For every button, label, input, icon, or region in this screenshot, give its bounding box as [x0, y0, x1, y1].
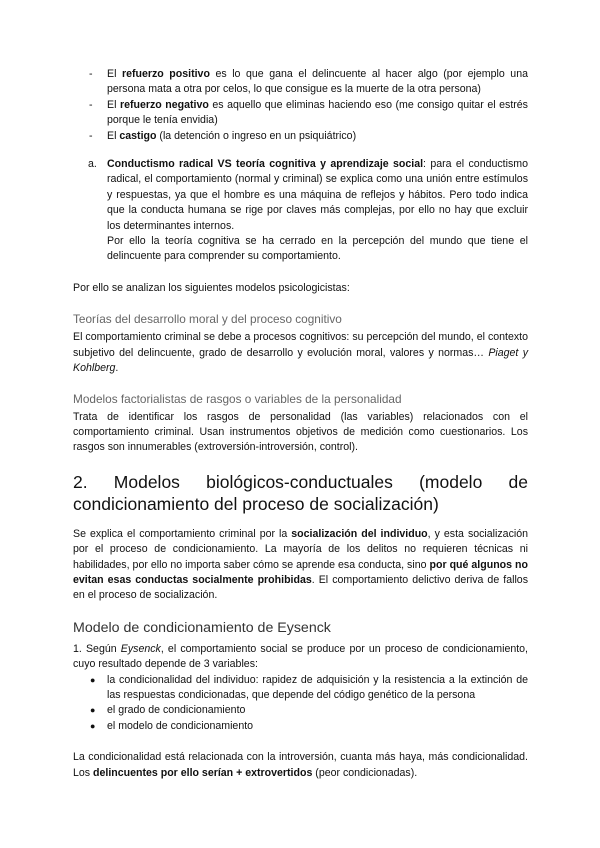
heading-section-2: 2. Modelos biológicos-conductuales (modelo de condicionamiento del proceso de socialización): [73, 471, 528, 514]
bullet-list-variables: [73, 673, 528, 735]
paragraph-socializacion: Se explica el comportamiento criminal por la socialización del individuo, y esta socialización por el proceso de condicionamiento. La mayoría de los delitos no requieren técnicas ni habilidades, por ello no importa saber cómo se aprende esa conducta, sino por qué algunos no evitan esas conductas socialmente prohibidas. El comportamiento delictivo deriva de fallos en el proceso de socialización.: [73, 527, 529, 602]
list-marker: -: [89, 68, 93, 80]
alpha-list-item: a. Conductismo radical VS teoría cognitiva y aprendizaje social: para el conductismo radical, el comportamiento (normal y criminal) se explica como una unión entre estímulos y respuestas, ya que el hombre es una máquina de reflejos y hábitos. Pero todo indica que la conducta humana se rige por claves más complejas, por ello no hay que excluir los determinantes internos. Por ello la teoría cognitiva se ha cerrado en la percepción del mundo que tiene el delincuente para comprender su comportamiento.: [73, 157, 528, 265]
list-item-refuerzo-positivo: - El refuerzo positivo es lo que gana el delincuente al hacer algo (por ejemplo una persona mata a otra por celos, lo que consigue es la muerte de la otra persona): [89, 68, 528, 96]
paragraph-factorialistas: Trata de identificar los rasgos de personalidad (las variables) relacionados con el comportamiento criminal. Usan instrumentos objetivos de medición como cuestionarios. Los rasgos son innumerables (extroversión-introversión, control).: [73, 410, 528, 454]
heading-teorias-desarrollo-moral: Teorías del desarrollo moral y del proceso cognitivo: [73, 312, 342, 327]
document-body: [73, 67, 528, 781]
heading-modelos-factorialistas: Modelos factorialistas de rasgos o variables de la personalidad: [73, 391, 402, 406]
paragraph-eysenck: 1. Según Eysenck, el comportamiento social se produce por un proceso de condicionamiento, cuyo resultado depende de 3 variables:: [73, 642, 529, 671]
list-marker: -: [89, 98, 93, 111]
list-item: ● el grado de condicionamiento: [107, 703, 528, 718]
list-item-castigo: - El castigo (la detención o ingreso en un psiquiátrico): [73, 129, 528, 144]
paragraph-condicionalidad: La condicionalidad está relacionada con la introversión, cuanta más haya, más condicionalidad. Los delincuentes por ello serían + extrovertidos (peor condicionadas).: [73, 751, 528, 779]
alpha-marker: a.: [88, 158, 97, 171]
term-refuerzo-positivo: refuerzo positivo: [121, 68, 210, 80]
list-marker: -: [89, 129, 93, 142]
list-item: ● la condicionalidad del individuo: rapidez de adquisición y la resistencia a la extinción de las respuestas condicionadas, que depende del código genético de la persona: [90, 673, 528, 701]
list-item-refuerzo-negativo: - El refuerzo negativo es aquello que eliminas haciendo eso (me consigo quitar el estrés porque le tenía envidia): [89, 98, 528, 127]
bullet-icon: ●: [90, 720, 96, 731]
bullet-icon: ●: [90, 705, 96, 716]
list-item: ● el modelo de condicionamiento: [107, 719, 528, 734]
paragraph-desarrollo-moral: El comportamiento criminal se debe a procesos cognitivos: su percepción del mundo, el contexto subjetivo del delincuente, grado de desarrollo y evolución moral, valores y normas… Piaget y Kohlberg.: [73, 331, 528, 375]
alpha-item-paragraph-2: Por ello la teoría cognitiva se ha cerrado en la percepción del mundo que tiene el delincuente para comprender su comportamiento.: [107, 235, 528, 263]
term-castigo: castigo: [119, 129, 157, 142]
term-conductismo: Conductismo radical VS teoría cognitiva y aprendizaje social: [107, 158, 424, 171]
term-refuerzo-negativo: refuerzo negativo: [119, 98, 209, 111]
bullet-icon: ●: [90, 674, 96, 685]
intro-models-text: Por ello se analizan los siguientes modelos psicologicistas:: [73, 281, 350, 294]
heading-modelo-eysenck: Modelo de condicionamiento de Eysenck: [73, 619, 331, 636]
authors-piaget-kohlberg: Piaget y Kohlberg: [73, 346, 528, 375]
